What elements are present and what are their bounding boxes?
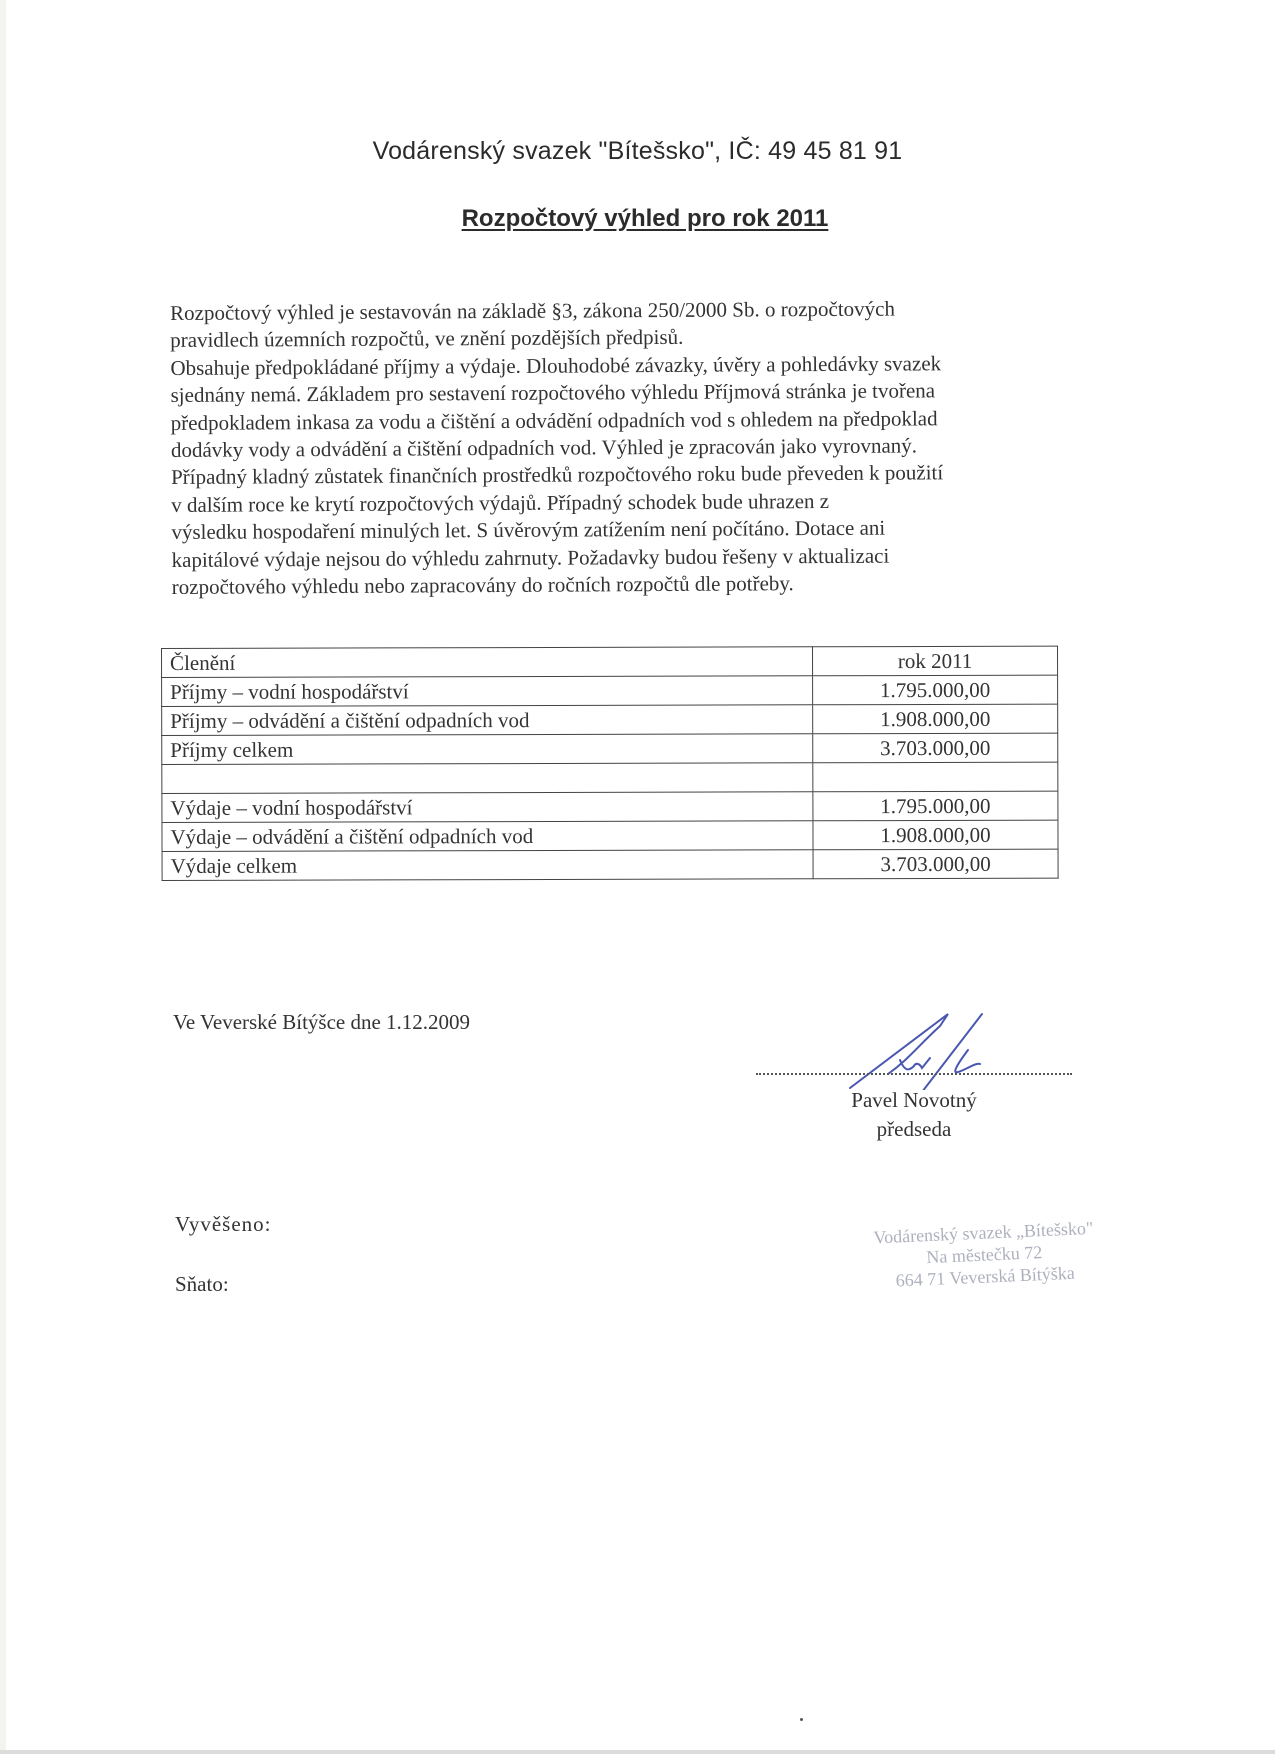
table-header-row: [162, 646, 1058, 677]
row-label: Příjmy – vodní hospodářství: [162, 676, 813, 707]
signature-line: [756, 1073, 1072, 1075]
posted-label: Vyvěšeno:: [175, 1212, 272, 1236]
header-category: Členění: [162, 647, 813, 678]
table-row: [162, 704, 1058, 735]
intro-line: dodávky vody a odvádění a čištění odpadních vod. Výhled je zpracován jako vyrovnaný.: [170, 433, 918, 463]
removed-label: Sňato:: [175, 1272, 229, 1296]
table-row: [162, 675, 1058, 706]
intro-line: sjednány nemá. Základem pro sestavení rozpočtového výhledu Příjmová stránka je tvořena: [170, 378, 936, 408]
organization-stamp: [838, 1215, 1131, 1294]
row-label: Výdaje – odvádění a čištění odpadních vod: [162, 821, 813, 852]
row-value: 1.795.000,00: [813, 675, 1058, 705]
row-value: 3.703.000,00: [813, 849, 1058, 879]
intro-line: Případný kladný zůstatek finančních prostředků rozpočtového roku bude převeden k použití: [171, 460, 944, 490]
row-label: [162, 763, 813, 794]
row-value: 3.703.000,00: [813, 733, 1058, 763]
signer-name: Pavel Novotný: [851, 1088, 977, 1112]
table-row: [162, 791, 1058, 822]
stamp-line: 664 71 Veverská Bítýška: [895, 1262, 1076, 1291]
signature-stroke: [922, 1014, 982, 1090]
scan-edge: [0, 0, 6, 1754]
signature: [790, 1000, 1050, 1090]
intro-paragraph: [170, 294, 1102, 601]
row-value: [813, 762, 1058, 792]
table-row: [162, 849, 1058, 880]
row-label: Výdaje celkem: [162, 850, 813, 881]
row-value: 1.908.000,00: [813, 820, 1058, 850]
table-row: [162, 733, 1058, 764]
intro-line: Rozpočtový výhled je sestavován na základě §3, zákona 250/2000 Sb. o rozpočtových: [170, 296, 896, 325]
header-year: rok 2011: [812, 646, 1057, 676]
row-label: Příjmy – odvádění a čištění odpadních vod: [162, 705, 813, 736]
place-and-date: Ve Veverské Bítýšce dne 1.12.2009: [173, 1010, 471, 1034]
table-row-empty: [162, 762, 1058, 793]
row-value: 1.908.000,00: [813, 704, 1058, 734]
document-title: Rozpočtový výhled pro rok 2011: [461, 205, 829, 232]
intro-line: v dalším roce ke krytí rozpočtových výdajů. Případný schodek bude uhrazen z: [171, 488, 830, 517]
budget-table: [161, 646, 1059, 881]
row-label: Příjmy celkem: [162, 734, 813, 765]
row-value: 1.795.000,00: [813, 791, 1058, 821]
table-row: [162, 820, 1058, 851]
intro-line: rozpočtového výhledu nebo zapracovány do ročních rozpočtů dle potřeby.: [171, 571, 794, 600]
intro-line: předpokladem inkasa za vodu a čištění a odvádění odpadních vod s ohledem na předpoklad: [170, 405, 938, 435]
organization-header: Vodárenský svazek "Bítešsko", IČ: 49 45 81 91: [372, 137, 903, 165]
intro-line: výsledku hospodaření minulých let. S úvěrovým zatížením není počítáno. Dotace ani: [171, 515, 886, 545]
stamp-line: Vodárenský svazek „Bítešsko": [873, 1217, 1094, 1248]
scan-edge-bottom: [0, 1750, 1275, 1754]
row-label: Výdaje – vodní hospodářství: [162, 792, 813, 823]
intro-line: pravidlech územních rozpočtů, ve znění pozdějších předpisů.: [170, 325, 684, 353]
intro-line: Obsahuje předpokládané příjmy a výdaje. Dlouhodobé závazky, úvěry a pohledávky svazek: [170, 351, 942, 380]
signer-role: předseda: [876, 1117, 952, 1141]
scan-speck: [800, 1718, 803, 1721]
stamp-line: Na městečku 72: [925, 1242, 1043, 1268]
intro-line: kapitálové výdaje nejsou do výhledu zahrnuty. Požadavky budou řešeny v aktualizaci: [171, 543, 890, 572]
